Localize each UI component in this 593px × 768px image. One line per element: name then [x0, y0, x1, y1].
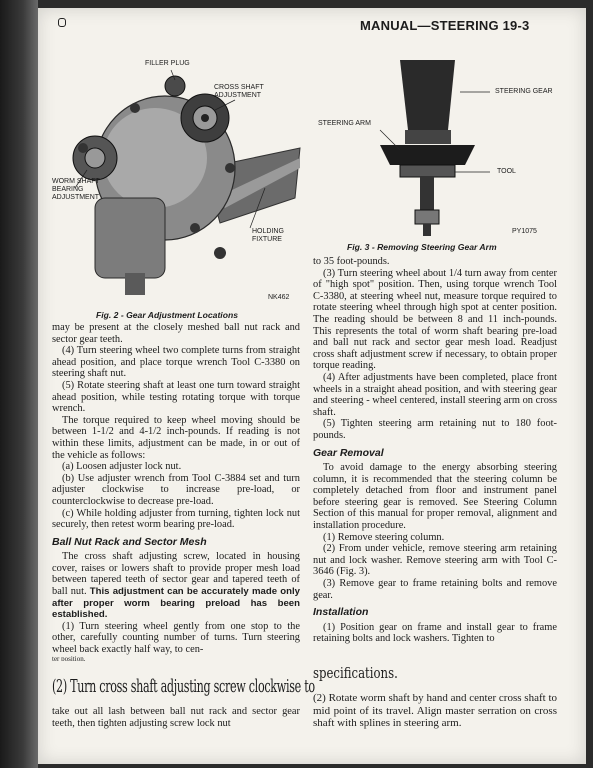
section-heading-installation: Installation — [313, 606, 369, 619]
paragraph: (2) From under vehicle, remove steering arm retaining nut and lock washer. Remove steering arm with Tool C-3646 (Fig. 3). — [313, 543, 557, 578]
section-heading-ball-nut-rack: Ball Nut Rack and Sector Mesh — [52, 535, 207, 548]
label-steering-gear: STEERING GEAR — [495, 88, 553, 95]
paragraph: may be present at the closely meshed ball nut rack and sector gear teeth. — [52, 322, 300, 345]
paragraph: (1) Turn steering wheel gently from one stop to the other, carefully counting number of turns. Turn steering wheel back exactly half way, to cen- — [52, 620, 300, 656]
paragraph: (1) Remove steering column. — [323, 531, 445, 543]
right-column-continued: (2) Rotate worm shaft by hand and center cross shaft to mid point of its travel. Align master serration on cross shaft with splines in steering arm. — [313, 692, 557, 729]
left-column-continued: take out all lash between ball nut rack and sector gear teeth, then tighten adjusting screw lock nut — [52, 706, 300, 729]
paragraph-emphasis: This adjustment can be accurately made only after proper worm bearing preload has been established. — [52, 586, 300, 621]
label-holding-fixture: HOLDING FIXTURE — [252, 228, 284, 243]
paragraph-cut-line: ter position. — [52, 655, 86, 661]
paragraph: to 35 foot-pounds. — [313, 256, 390, 267]
handwritten-specifications: specifications. — [313, 664, 398, 682]
label-tool: TOOL — [497, 168, 516, 175]
label-steering-arm: STEERING ARM — [318, 120, 371, 127]
paragraph: (b) Use adjuster wrench from Tool C-3884 set and turn adjuster clockwise to increase pre-load, or counterclockwise to decrease pre-load. — [52, 472, 300, 507]
page-corner-mark — [58, 18, 66, 27]
paragraph: (a) Loosen adjuster lock nut. — [62, 461, 182, 473]
paragraph: (3) Turn steering wheel about 1/4 turn away from center of "high spot" position. Then, using torque wrench Tool C-3380, at steering wheel nut, measure torque required to rotate steering wheel through high spot at center position. The reading should be between 8 and 11 inch-pounds. This represents the total of worm shaft bearing pre-load and ball nut rack and sector gear mesh load. Readjust cross shaft adjustment screw if necessary, to obtain proper torque reading. — [313, 267, 557, 372]
label-filler-plug: FILLER PLUG — [145, 60, 190, 67]
section-heading-gear-removal: Gear Removal — [313, 446, 384, 459]
figure-3-caption: Fig. 3 - Removing Steering Gear Arm — [347, 242, 497, 252]
paragraph: To avoid damage to the energy absorbing steering column, it is recommended that the steering column be completely detached from floor and instrument panel before steering gear is removed. See Steering Column Section of this manual for proper removal, alignment and installation procedure. — [313, 462, 557, 532]
paragraph: The torque required to keep wheel moving should be between 1-1/2 and 4-1/2 inch-pounds. If reading is not within these limits, adjustment can be made, in or out of the vehicle as follows: — [52, 414, 300, 461]
paragraph: (c) While holding adjuster from turning, tighten lock nut securely, then retest worm bearing pre-load. — [52, 507, 300, 531]
paragraph: (5) Rotate steering shaft at least one turn toward straight ahead position, while testing rotating torque with torque wrench. — [52, 379, 300, 415]
paragraph — [52, 551, 300, 621]
label-cross-shaft-adjustment: CROSS SHAFT ADJUSTMENT — [214, 84, 264, 99]
figure-2-caption: Fig. 2 - Gear Adjustment Locations — [96, 310, 238, 320]
figure-3-code: PY1075 — [512, 228, 537, 235]
paragraph: (4) After adjustments have been completed, place front wheels in a straight ahead position, and with steering gear and steering - wheel centered, install steering arm on cross shaft. — [313, 371, 557, 418]
paragraph: (3) Remove gear to frame retaining bolts and remove gear. — [313, 578, 557, 601]
paragraph-text: The cross shaft adjusting screw, located in housing cover, raises or lowers shaft to provide proper mesh load between tapered teeth of sector gear and tapered teeth of ball nut. — [52, 551, 300, 598]
handwritten-step-2: (2) Turn cross shaft adjusting screw clockwise to — [52, 676, 315, 697]
paragraph: (4) Turn steering wheel two complete turns from straight ahead position, and place torque wrench Tool C-3380 on steering shaft nut. — [52, 345, 300, 380]
figure-3-illustration — [360, 50, 500, 240]
figure-2-code: NK462 — [268, 294, 290, 301]
page-edge-shadow — [0, 0, 38, 768]
paragraph: (5) Tighten steering arm retaining nut to 180 foot-pounds. — [313, 418, 557, 441]
label-worm-shaft-bearing-adjustment: WORM SHAFT BEARING ADJUSTMENT — [52, 178, 100, 201]
left-column — [52, 322, 300, 661]
right-column — [313, 256, 557, 645]
page-header: MANUAL—STEERING 19-3 — [360, 18, 530, 33]
paragraph: (1) Position gear on frame and install gear to frame retaining bolts and lock washers. Tighten to — [313, 621, 557, 645]
